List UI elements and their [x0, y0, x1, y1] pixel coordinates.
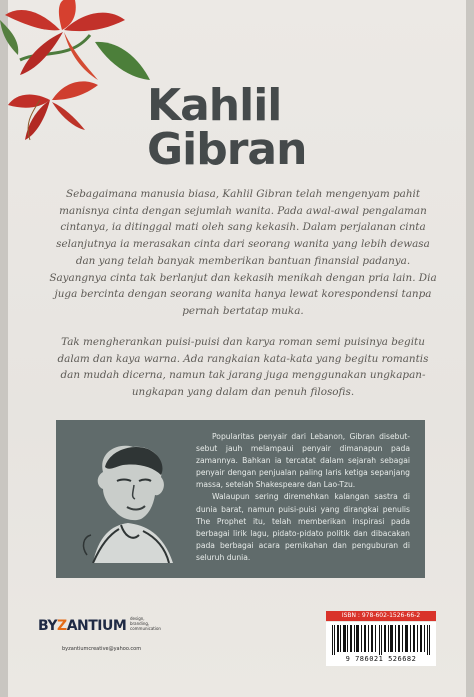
lily-flowers-illustration [0, 0, 170, 170]
isbn-label: ISBN : 978-602-1526-66-2 [326, 611, 436, 621]
logo-rest: ANTIUM [66, 618, 127, 634]
publisher-logo [38, 612, 161, 642]
publisher-logo-tagline: design, branding, communication [130, 616, 161, 631]
title-line-2: Gibran [147, 124, 307, 175]
author-info-panel [56, 420, 425, 578]
logo-by: BY [38, 618, 58, 634]
title-line-1: Kahlil [147, 80, 282, 131]
author-info-paragraph-1: Popularitas penyair dari Lebanon, Gibran disebut-sebut jauh melampaui penyair dimanapun pada zamannya. Bahkan ia tercatat dalam sejarah sebagai penyair dengan penjualan paling laris ketiga sepanjang massa, setelah Shakespeare dan Lao-Tzu. [196, 432, 410, 490]
author-info-text [196, 431, 410, 564]
logo-z: Z [57, 618, 67, 634]
author-info-paragraph-2: Walaupun sering diremehkan kalangan sastra di dunia barat, namun puisi-puisi yang dirangkai penulis The Prophet itu, telah memberikan inspirasi pada berbagai lirik lagu, pidato-pidato politik dan dibacakan pada berbagai acara pernikahan dan penguburan di seluruh dunia. [196, 492, 410, 562]
barcode-icon [332, 625, 430, 655]
synopsis-paragraph-1: Sebagaimana manusia biasa, Kahlil Gibran telah mengenyam pahit manisnya cinta dengan sejumlah wanita. Pada awal-awal pengalaman cintanya, ia ditinggal mati oleh sang kekasih. Dalam perjalanan cinta selanjutnya ia merasakan cinta dari seorang wanita yang lebih dewasa dan yang telah banyak memberikan bantuan finansial padanya. Sayangnya cinta tak berlanjut dan kekasih menikah dengan pria lain. Dia juga bercinta dengan seorang wanita hanya lewat korespondensi tanpa pernah bertatap muka. [49, 188, 437, 317]
cover-right-edge [466, 0, 474, 697]
book-title [147, 80, 307, 175]
synopsis-paragraph-2: Tak mengherankan puisi-puisi dan karya roman semi puisinya begitu dalam dan kaya warna. Ada rangkaian kata-kata yang begitu romantis dan mudah dicerna, namun tak jarang juga menggunakan ungkapan-ungkapan yang dalam dan penuh filosofis. [57, 336, 429, 399]
gibran-portrait-sketch [73, 437, 183, 563]
publisher-email: byzantiumcreative@yahoo.com [62, 646, 142, 652]
barcode-number: 9 786021 526682 [345, 655, 417, 663]
isbn-barcode-box [326, 622, 436, 666]
publisher-logo-wordmark [38, 618, 126, 634]
